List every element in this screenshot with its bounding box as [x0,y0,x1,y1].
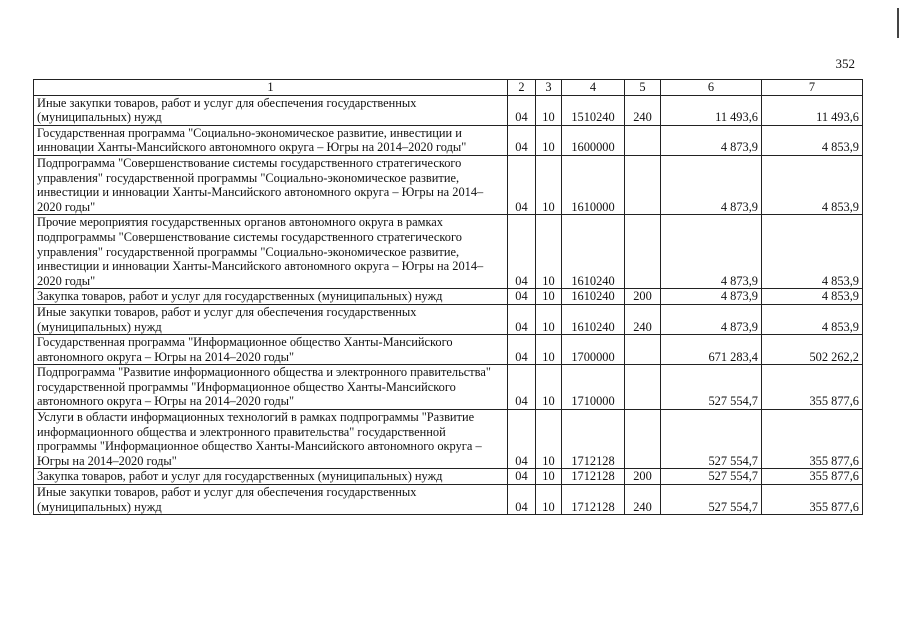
row-name-cell: Иные закупки товаров, работ и услуг для обеспечения государственных (муниципальных) нужд [34,304,508,334]
row-section-cell: 04 [508,289,536,305]
row-target-article-cell: 1700000 [562,335,625,365]
row-expense-type-cell: 200 [625,469,661,485]
row-name-cell: Прочие мероприятия государственных органов автономного округа в рамках подпрограммы "Совершенствование системы государственного стратегического управления" государственной программы "Социально-экономическое развитие, инвестиции и инновации Ханты-Мансийского автономного округа – Югры на 2014–2020 годы" [34,215,508,289]
header-cell: 7 [762,80,863,96]
row-amount-1-cell: 11 493,6 [661,95,762,125]
row-section-cell: 04 [508,335,536,365]
table-row [34,365,863,410]
row-expense-type-cell [625,215,661,289]
row-amount-2-cell: 355 877,6 [762,485,863,515]
row-subsection-cell: 10 [536,410,562,469]
row-amount-2-cell: 4 853,9 [762,289,863,305]
row-expense-type-cell: 200 [625,289,661,305]
row-target-article-cell: 1610000 [562,155,625,214]
row-target-article-cell: 1510240 [562,95,625,125]
row-amount-1-cell: 4 873,9 [661,304,762,334]
row-amount-2-cell: 355 877,6 [762,469,863,485]
row-section-cell: 04 [508,469,536,485]
row-amount-2-cell: 4 853,9 [762,304,863,334]
row-name-cell: Подпрограмма "Совершенствование системы государственного стратегического управления" государственной программы "Социально-экономическое развитие, инвестиции и инновации Ханты-Мансийского автономного округа – Югры на 2014–2020 годы" [34,155,508,214]
table-row [34,335,863,365]
row-expense-type-cell [625,125,661,155]
row-amount-1-cell: 4 873,9 [661,125,762,155]
row-name-cell: Услуги в области информационных технологий в рамках подпрограммы "Развитие информационного общества и электронного правительства" государственной программы "Информационное общество Ханты-Мансийского автономного округа – Югры на 2014–2020 годы" [34,410,508,469]
table-row [34,410,863,469]
row-section-cell: 04 [508,410,536,469]
row-target-article-cell: 1600000 [562,125,625,155]
row-subsection-cell: 10 [536,155,562,214]
row-amount-1-cell: 4 873,9 [661,289,762,305]
table-row [34,485,863,515]
row-amount-1-cell: 4 873,9 [661,215,762,289]
row-amount-1-cell: 527 554,7 [661,365,762,410]
row-section-cell: 04 [508,304,536,334]
row-amount-1-cell: 4 873,9 [661,155,762,214]
row-name-cell: Государственная программа "Информационное общество Ханты-Мансийского автономного округа – Югры на 2014–2020 годы" [34,335,508,365]
row-target-article-cell: 1610240 [562,304,625,334]
row-amount-2-cell: 4 853,9 [762,125,863,155]
row-expense-type-cell [625,335,661,365]
row-expense-type-cell [625,365,661,410]
row-amount-2-cell: 4 853,9 [762,155,863,214]
row-expense-type-cell: 240 [625,304,661,334]
row-amount-1-cell: 671 283,4 [661,335,762,365]
row-expense-type-cell: 240 [625,95,661,125]
budget-table [33,79,863,515]
row-target-article-cell: 1712128 [562,410,625,469]
row-subsection-cell: 10 [536,289,562,305]
row-section-cell: 04 [508,95,536,125]
table-body [34,95,863,515]
row-subsection-cell: 10 [536,215,562,289]
row-subsection-cell: 10 [536,365,562,410]
row-amount-1-cell: 527 554,7 [661,485,762,515]
row-subsection-cell: 10 [536,485,562,515]
row-subsection-cell: 10 [536,125,562,155]
row-amount-1-cell: 527 554,7 [661,469,762,485]
header-cell: 4 [562,80,625,96]
row-amount-2-cell: 11 493,6 [762,95,863,125]
row-name-cell: Закупка товаров, работ и услуг для государственных (муниципальных) нужд [34,469,508,485]
row-expense-type-cell [625,410,661,469]
row-amount-2-cell: 355 877,6 [762,365,863,410]
header-row [34,80,863,96]
header-cell: 6 [661,80,762,96]
header-cell: 2 [508,80,536,96]
row-name-cell: Закупка товаров, работ и услуг для государственных (муниципальных) нужд [34,289,508,305]
row-name-cell: Иные закупки товаров, работ и услуг для обеспечения государственных (муниципальных) нужд [34,485,508,515]
row-section-cell: 04 [508,125,536,155]
row-expense-type-cell [625,155,661,214]
row-amount-2-cell: 4 853,9 [762,215,863,289]
row-amount-1-cell: 527 554,7 [661,410,762,469]
table-row [34,215,863,289]
row-target-article-cell: 1710000 [562,365,625,410]
row-name-cell: Государственная программа "Социально-экономическое развитие, инвестиции и инновации Ханты-Мансийского автономного округа – Югры на 2014–2020 годы" [34,125,508,155]
scan-edge-mark [897,8,899,38]
row-section-cell: 04 [508,365,536,410]
row-subsection-cell: 10 [536,304,562,334]
row-section-cell: 04 [508,485,536,515]
row-section-cell: 04 [508,215,536,289]
row-amount-2-cell: 502 262,2 [762,335,863,365]
row-target-article-cell: 1610240 [562,215,625,289]
row-target-article-cell: 1610240 [562,289,625,305]
row-section-cell: 04 [508,155,536,214]
row-subsection-cell: 10 [536,469,562,485]
table-row [34,304,863,334]
page-number: 352 [835,56,855,71]
row-subsection-cell: 10 [536,95,562,125]
table-row [34,155,863,214]
header-cell: 5 [625,80,661,96]
row-amount-2-cell: 355 877,6 [762,410,863,469]
header-cell: 1 [34,80,508,96]
row-target-article-cell: 1712128 [562,469,625,485]
row-target-article-cell: 1712128 [562,485,625,515]
row-subsection-cell: 10 [536,335,562,365]
row-name-cell: Иные закупки товаров, работ и услуг для обеспечения государственных (муниципальных) нужд [34,95,508,125]
table-row [34,125,863,155]
table-row [34,469,863,485]
header-cell: 3 [536,80,562,96]
table-row [34,289,863,305]
table-row [34,95,863,125]
row-expense-type-cell: 240 [625,485,661,515]
row-name-cell: Подпрограмма "Развитие информационного общества и электронного правительства" государственной программы "Информационное общество Ханты-Мансийского автономного округа – Югры на 2014–2020 годы" [34,365,508,410]
